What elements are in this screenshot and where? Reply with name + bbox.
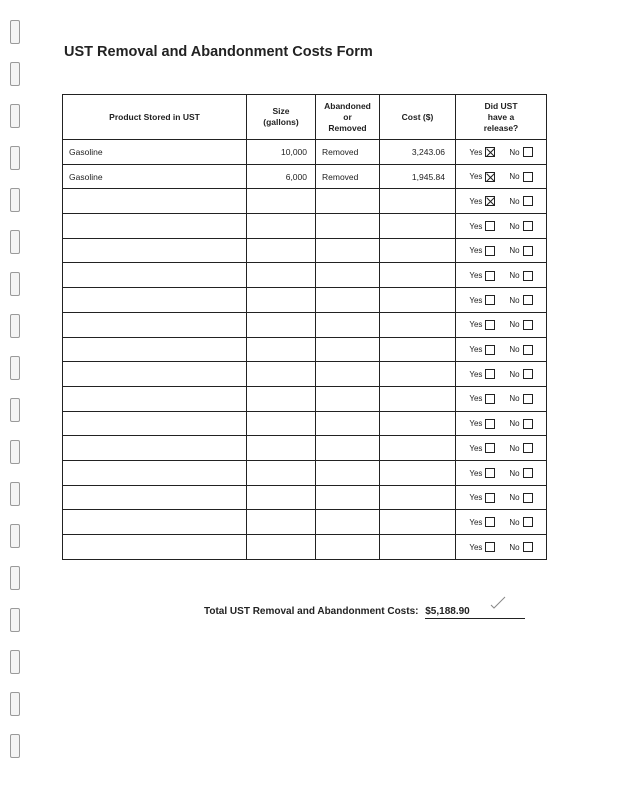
- release-yes-checkbox[interactable]: [485, 394, 495, 404]
- release-yes-checkbox[interactable]: [485, 419, 495, 429]
- yes-label: Yes: [469, 468, 483, 478]
- yes-label: Yes: [469, 517, 483, 527]
- no-label: No: [509, 295, 520, 305]
- binder-hole: [10, 524, 20, 548]
- product-cell[interactable]: [63, 337, 247, 362]
- cost-cell[interactable]: [380, 460, 456, 485]
- table-row: [63, 362, 547, 387]
- release-no-checkbox[interactable]: [523, 394, 533, 404]
- binder-hole: [10, 398, 20, 422]
- size-cell[interactable]: [247, 263, 316, 288]
- no-label: No: [509, 246, 520, 256]
- cost-cell[interactable]: [380, 238, 456, 263]
- cost-cell[interactable]: [380, 485, 456, 510]
- col-header-size: Size (gallons): [247, 95, 316, 140]
- abandoned-or-removed-cell[interactable]: [316, 189, 380, 214]
- release-cell: [456, 238, 547, 263]
- yes-label: Yes: [469, 493, 483, 503]
- cost-cell[interactable]: 3,243.06: [380, 140, 456, 165]
- col-header-abandoned-or-removed: Abandoned or Removed: [316, 95, 380, 140]
- release-no-checkbox[interactable]: [523, 295, 533, 305]
- abandoned-or-removed-cell[interactable]: [316, 436, 380, 461]
- binder-hole: [10, 188, 20, 212]
- release-no-checkbox[interactable]: [523, 517, 533, 527]
- yes-label: Yes: [469, 345, 483, 355]
- binder-hole: [10, 356, 20, 380]
- cost-cell[interactable]: 1,945.84: [380, 164, 456, 189]
- table-row: [63, 263, 547, 288]
- no-label: No: [509, 542, 520, 552]
- cost-cell[interactable]: [380, 214, 456, 239]
- binder-hole: [10, 650, 20, 674]
- abandoned-or-removed-cell[interactable]: [316, 288, 380, 313]
- size-cell[interactable]: [247, 337, 316, 362]
- product-cell[interactable]: [63, 362, 247, 387]
- table-row: [63, 337, 547, 362]
- abandoned-or-removed-cell[interactable]: Removed: [316, 140, 380, 165]
- release-no-checkbox[interactable]: [523, 271, 533, 281]
- yes-label: Yes: [469, 443, 483, 453]
- release-yes-checkbox[interactable]: [485, 246, 495, 256]
- release-cell: [456, 436, 547, 461]
- release-yes-checkbox[interactable]: [485, 295, 495, 305]
- binder-hole: [10, 272, 20, 296]
- no-label: No: [509, 493, 520, 503]
- table-row: [63, 436, 547, 461]
- size-cell[interactable]: [247, 386, 316, 411]
- size-cell[interactable]: [247, 312, 316, 337]
- size-cell[interactable]: [247, 288, 316, 313]
- release-yes-checkbox[interactable]: [485, 345, 495, 355]
- cost-cell[interactable]: [380, 312, 456, 337]
- abandoned-or-removed-cell[interactable]: [316, 312, 380, 337]
- checkmark-icon: [490, 596, 506, 610]
- product-cell[interactable]: Gasoline: [63, 164, 247, 189]
- release-cell: [456, 164, 547, 189]
- abandoned-or-removed-cell[interactable]: [316, 510, 380, 535]
- product-cell[interactable]: [63, 460, 247, 485]
- release-cell: [456, 214, 547, 239]
- abandoned-or-removed-cell[interactable]: [316, 460, 380, 485]
- release-no-checkbox[interactable]: [523, 221, 533, 231]
- table-row: [63, 386, 547, 411]
- ust-cost-table: [62, 94, 547, 560]
- binder-hole: [10, 146, 20, 170]
- col-header-product: Product Stored in UST: [63, 95, 247, 140]
- size-cell[interactable]: [247, 189, 316, 214]
- release-cell: [456, 288, 547, 313]
- table-row: [63, 411, 547, 436]
- size-cell[interactable]: [247, 238, 316, 263]
- cost-cell[interactable]: [380, 337, 456, 362]
- release-yes-checkbox[interactable]: [485, 147, 495, 157]
- yes-label: Yes: [469, 295, 483, 305]
- cost-cell[interactable]: [380, 510, 456, 535]
- total-costs: [204, 606, 525, 619]
- release-cell: [456, 189, 547, 214]
- cost-cell[interactable]: [380, 411, 456, 436]
- release-no-checkbox[interactable]: [523, 147, 533, 157]
- table-row: [63, 140, 547, 165]
- total-label: Total UST Removal and Abandonment Costs:: [204, 606, 419, 617]
- abandoned-or-removed-cell[interactable]: [316, 535, 380, 560]
- cost-cell[interactable]: [380, 436, 456, 461]
- table-row: [63, 535, 547, 560]
- product-cell[interactable]: [63, 411, 247, 436]
- release-yes-checkbox[interactable]: [485, 172, 495, 182]
- size-cell[interactable]: [247, 485, 316, 510]
- product-cell[interactable]: [63, 436, 247, 461]
- yes-label: Yes: [469, 196, 483, 206]
- no-label: No: [509, 271, 520, 281]
- no-label: No: [509, 517, 520, 527]
- page-title: UST Removal and Abandonment Costs Form: [64, 44, 373, 60]
- yes-label: Yes: [469, 246, 483, 256]
- yes-label: Yes: [469, 369, 483, 379]
- release-no-checkbox[interactable]: [523, 320, 533, 330]
- release-yes-checkbox[interactable]: [485, 221, 495, 231]
- binder-hole: [10, 104, 20, 128]
- binder-hole: [10, 230, 20, 254]
- release-no-checkbox[interactable]: [523, 196, 533, 206]
- col-header-cost: Cost ($): [380, 95, 456, 140]
- table-row: [63, 189, 547, 214]
- release-cell: [456, 485, 547, 510]
- product-cell[interactable]: [63, 386, 247, 411]
- cost-cell[interactable]: [380, 386, 456, 411]
- yes-label: Yes: [469, 221, 483, 231]
- release-cell: [456, 337, 547, 362]
- abandoned-or-removed-cell[interactable]: [316, 238, 380, 263]
- no-label: No: [509, 345, 520, 355]
- no-label: No: [509, 221, 520, 231]
- size-cell[interactable]: [247, 460, 316, 485]
- binder-hole: [10, 314, 20, 338]
- yes-label: Yes: [469, 271, 483, 281]
- release-cell: [456, 386, 547, 411]
- abandoned-or-removed-cell[interactable]: Removed: [316, 164, 380, 189]
- size-cell[interactable]: [247, 510, 316, 535]
- table-row: [63, 312, 547, 337]
- table-row: [63, 460, 547, 485]
- abandoned-or-removed-cell[interactable]: [316, 386, 380, 411]
- abandoned-or-removed-cell[interactable]: [316, 411, 380, 436]
- yes-label: Yes: [469, 147, 483, 157]
- binder-hole: [10, 482, 20, 506]
- release-no-checkbox[interactable]: [523, 369, 533, 379]
- table-row: [63, 485, 547, 510]
- binder-hole: [10, 566, 20, 590]
- size-cell[interactable]: [247, 411, 316, 436]
- col-header-release: Did UST have a release?: [456, 95, 547, 140]
- release-cell: [456, 140, 547, 165]
- product-cell[interactable]: [63, 510, 247, 535]
- yes-label: Yes: [469, 394, 483, 404]
- binder-hole: [10, 20, 20, 44]
- release-yes-checkbox[interactable]: [485, 468, 495, 478]
- product-cell[interactable]: [63, 535, 247, 560]
- yes-label: Yes: [469, 419, 483, 429]
- size-cell[interactable]: [247, 535, 316, 560]
- table-row: [63, 164, 547, 189]
- product-cell[interactable]: [63, 485, 247, 510]
- yes-label: Yes: [469, 320, 483, 330]
- release-no-checkbox[interactable]: [523, 419, 533, 429]
- cost-cell[interactable]: [380, 189, 456, 214]
- product-cell[interactable]: [63, 189, 247, 214]
- size-cell[interactable]: [247, 362, 316, 387]
- release-cell: [456, 411, 547, 436]
- no-label: No: [509, 419, 520, 429]
- table-row: [63, 238, 547, 263]
- release-yes-checkbox[interactable]: [485, 271, 495, 281]
- product-cell[interactable]: [63, 263, 247, 288]
- release-yes-checkbox[interactable]: [485, 542, 495, 552]
- release-no-checkbox[interactable]: [523, 345, 533, 355]
- size-cell[interactable]: [247, 436, 316, 461]
- release-yes-checkbox[interactable]: [485, 493, 495, 503]
- release-cell: [456, 362, 547, 387]
- release-no-checkbox[interactable]: [523, 246, 533, 256]
- release-yes-checkbox[interactable]: [485, 517, 495, 527]
- product-cell[interactable]: [63, 214, 247, 239]
- size-cell[interactable]: [247, 214, 316, 239]
- abandoned-or-removed-cell[interactable]: [316, 337, 380, 362]
- release-yes-checkbox[interactable]: [485, 320, 495, 330]
- release-cell: [456, 460, 547, 485]
- release-cell: [456, 510, 547, 535]
- product-cell[interactable]: Gasoline: [63, 140, 247, 165]
- no-label: No: [509, 394, 520, 404]
- release-no-checkbox[interactable]: [523, 443, 533, 453]
- no-label: No: [509, 468, 520, 478]
- abandoned-or-removed-cell[interactable]: [316, 485, 380, 510]
- table-row: [63, 510, 547, 535]
- binder-hole: [10, 692, 20, 716]
- binder-hole: [10, 62, 20, 86]
- release-yes-checkbox[interactable]: [485, 196, 495, 206]
- product-cell[interactable]: [63, 238, 247, 263]
- product-cell[interactable]: [63, 288, 247, 313]
- cost-cell[interactable]: [380, 362, 456, 387]
- yes-label: Yes: [469, 542, 483, 552]
- no-label: No: [509, 147, 520, 157]
- no-label: No: [509, 443, 520, 453]
- cost-cell[interactable]: [380, 263, 456, 288]
- table-row: [63, 214, 547, 239]
- binder-hole: [10, 734, 20, 758]
- yes-label: Yes: [469, 172, 483, 182]
- no-label: No: [509, 320, 520, 330]
- abandoned-or-removed-cell[interactable]: [316, 263, 380, 288]
- product-cell[interactable]: [63, 312, 247, 337]
- release-yes-checkbox[interactable]: [485, 369, 495, 379]
- release-cell: [456, 535, 547, 560]
- table-row: [63, 288, 547, 313]
- cost-cell[interactable]: [380, 535, 456, 560]
- binder-hole: [10, 608, 20, 632]
- abandoned-or-removed-cell[interactable]: [316, 214, 380, 239]
- release-cell: [456, 312, 547, 337]
- no-label: No: [509, 172, 520, 182]
- release-yes-checkbox[interactable]: [485, 443, 495, 453]
- binder-hole: [10, 440, 20, 464]
- release-no-checkbox[interactable]: [523, 542, 533, 552]
- abandoned-or-removed-cell[interactable]: [316, 362, 380, 387]
- size-cell[interactable]: 10,000: [247, 140, 316, 165]
- total-value[interactable]: $5,188.90: [425, 606, 525, 619]
- no-label: No: [509, 196, 520, 206]
- size-cell[interactable]: 6,000: [247, 164, 316, 189]
- release-no-checkbox[interactable]: [523, 493, 533, 503]
- release-no-checkbox[interactable]: [523, 172, 533, 182]
- release-no-checkbox[interactable]: [523, 468, 533, 478]
- cost-cell[interactable]: [380, 288, 456, 313]
- table-header-row: [63, 95, 547, 140]
- release-cell: [456, 263, 547, 288]
- no-label: No: [509, 369, 520, 379]
